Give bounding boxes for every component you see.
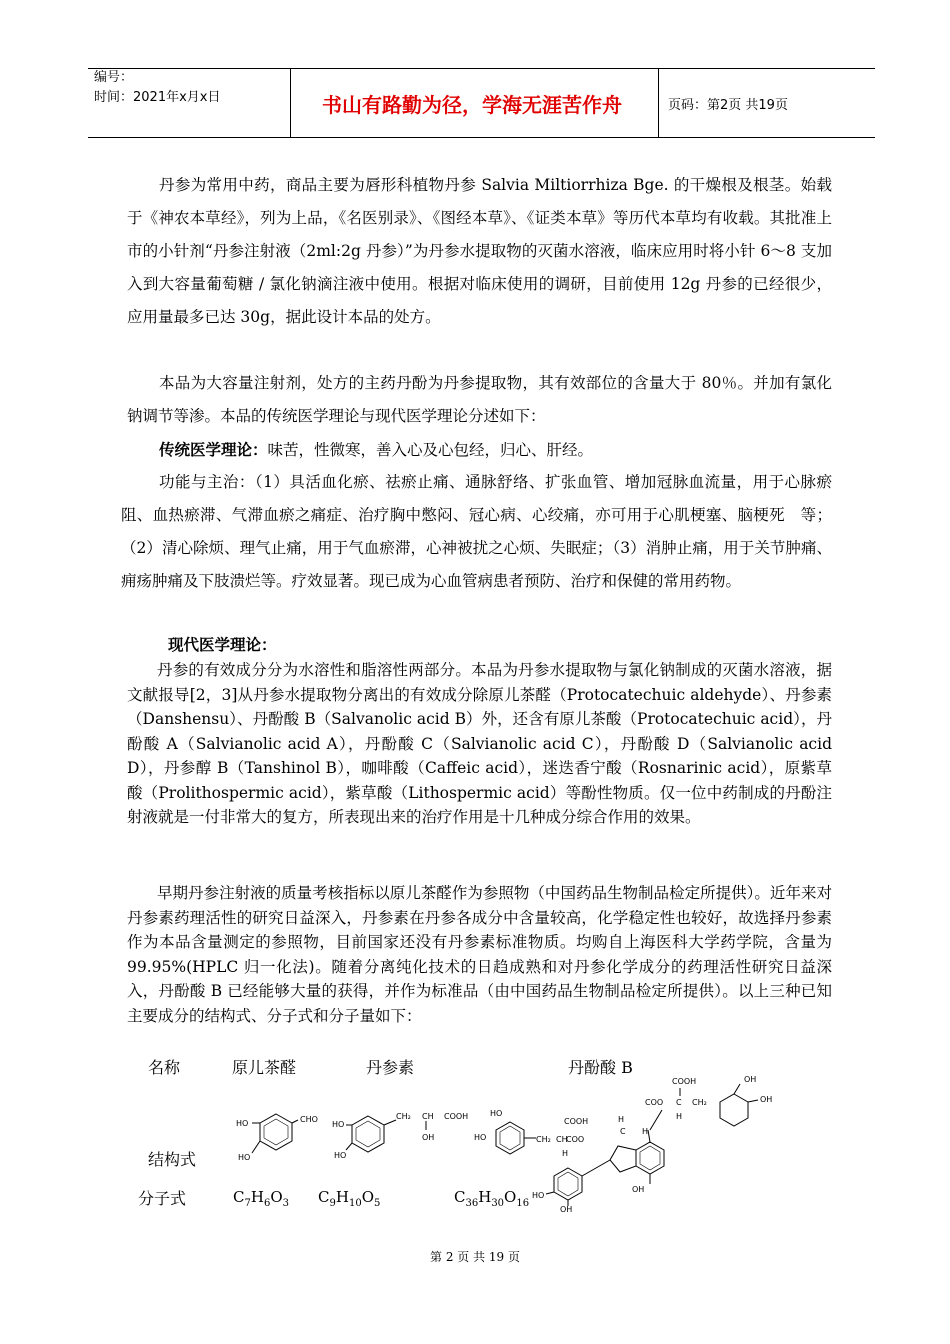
svg-text:HO: HO — [238, 1153, 251, 1162]
formula-compound-2: $C_9H_{10}O_5$ — [318, 1188, 381, 1209]
time-label: 时间：2021年x月x日 — [94, 90, 221, 105]
svg-text:H: H — [562, 1149, 569, 1158]
svg-text:OH: OH — [760, 1095, 773, 1104]
svg-text:COO: COO — [645, 1098, 664, 1107]
modern-theory-heading: 现代医学理论： — [168, 635, 277, 654]
svg-text:H: H — [676, 1112, 683, 1121]
structure-protocatechuic-aldehyde — [228, 1108, 328, 1168]
svg-text:HO: HO — [334, 1151, 347, 1160]
header-slogan: 书山有路勤为径，学海无涯苦作舟 — [286, 69, 659, 137]
compound-3-name: 丹酚酸 B — [568, 1058, 633, 1077]
compound-1-name: 原儿茶醛 — [232, 1058, 297, 1077]
header-info-cell — [88, 69, 291, 137]
svg-text:OH: OH — [632, 1185, 645, 1194]
formula-compound-1: $C_7H_6O_3$ — [233, 1188, 290, 1209]
traditional-theory-heading: 传统医学理论： — [159, 440, 268, 459]
svg-text:CH: CH — [422, 1112, 434, 1121]
svg-text:HO: HO — [490, 1109, 503, 1118]
paragraph-intro: 丹参为常用中药，商品主要为唇形科植物丹参 Salvia Miltiorrhiza Bge. 的干燥根及根茎。始载于《神农本草经》，列为上品，《名医别录》、《图经本草》、《证类本草》等历代本草均有收载。其批准上市的小针剂“丹参注射液（2ml:2g 丹参）”为丹参水提取物的灭菌水溶液，临床应用时将小针 6～8 支加入到大容量葡萄糖 / 氯化钠滴注液中使用。根据对临床使用的调研，目前使用 12g 丹参的已经很少，应用量最多已达 30g，据此设计本品的处方。 — [127, 176, 832, 326]
formula-label: 分子式 — [138, 1189, 187, 1208]
paragraph-functions: 功能与主治：（1）具活血化瘀、祛瘀止痛、通脉舒络、扩张血管、增加冠脉血流量，用于心脉瘀阻、血热瘀滞、气滞血瘀之痛症、治疗胸中憋闷、冠心病、心绞痛，亦可用于心肌梗塞、脑梗死 等；（2）清心除烦、理气止痛，用于气血瘀滞，心神被扰之心烦、失眠症；（3）消肿止痛，用于关节肿痛、痈疡肿痛及下肢溃烂等。疗效显著。现已成为心血管病患者预防、治疗和保健的常用药物。 — [121, 473, 832, 590]
structure-danshensu — [330, 1108, 475, 1168]
compound-2-name: 丹参素 — [366, 1058, 415, 1077]
svg-text:C: C — [676, 1098, 682, 1107]
svg-text:COOH: COOH — [564, 1117, 589, 1126]
svg-text:CH₂: CH₂ — [692, 1098, 707, 1107]
svg-text:OH: OH — [422, 1133, 435, 1142]
paragraph-quality: 早期丹参注射液的质量考核指标以原儿茶醛作为参照物（中国药品生物制品检定所提供）。近年来对丹参素药理活性的研究日益深入，丹参素在丹参各成分中含量较高，化学稳定性也较好，故选择丹参素作为本品含量测定的参照物，目前国家还没有丹参素标准物质。均购自上海医科大学药学院，含量为 99.95%(HPLC 归一化法)。随着分离纯化技术的日趋成熟和对丹参化学成分的药理活性研究日益深入，丹酚酸 B 已经能够大量的获得，并作为标准品（由中国药品生物制品检定所提供）。以上三种已知主要成分的结构式、分子式和分子量如下： — [127, 884, 832, 1025]
svg-text:OH: OH — [744, 1075, 757, 1084]
svg-text:C: C — [620, 1127, 626, 1136]
header-page-label: 页码：第2页 共19页 — [668, 97, 788, 113]
svg-text:CH₂: CH₂ — [536, 1135, 551, 1144]
page-footer: 第 2 页 共 19 页 — [430, 1250, 520, 1264]
svg-text:HO: HO — [332, 1120, 345, 1129]
svg-text:CHO: CHO — [300, 1115, 318, 1124]
svg-text:COO: COO — [566, 1135, 585, 1144]
svg-text:COOH: COOH — [672, 1077, 697, 1086]
formula-compound-3: $C_{36}H_{30}O_{16}$ — [454, 1188, 530, 1209]
svg-text:OH: OH — [560, 1205, 573, 1212]
traditional-theory-text: 味苦，性微寒，善入心及心包经，归心、肝经。 — [267, 441, 594, 459]
svg-text:HO: HO — [532, 1191, 545, 1200]
svg-text:CH₂: CH₂ — [396, 1112, 411, 1121]
paragraph-formulation: 本品为大容量注射剂，处方的主药丹酚为丹参提取物，其有效部位的含量大于 80％。并加有氯化钠调节等渗。本品的传统医学理论与现代医学理论分述如下： — [127, 374, 832, 425]
page-header — [88, 68, 875, 138]
paragraph-traditional — [127, 433, 832, 467]
structure-label: 结构式 — [148, 1150, 197, 1169]
name-label: 名称 — [148, 1058, 181, 1077]
svg-text:CH: CH — [556, 1135, 568, 1144]
structure-salvianolic-acid-b — [470, 1072, 780, 1212]
svg-text:H: H — [618, 1115, 625, 1124]
svg-text:HO: HO — [474, 1133, 487, 1142]
svg-text:HO: HO — [236, 1119, 249, 1128]
paragraph-modern: 丹参的有效成分分为水溶性和脂溶性两部分。本品为丹参水提取物与氯化钠制成的灭菌水溶液，据文献报导[2，3]从丹参水提取物分离出的有效成分除原儿茶醛（Protocatechuic aldehyde）、丹参素（Danshensu）、丹酚酸 B（Salvanolic acid B）外，还含有原儿茶酸（Protocatechuic acid），丹酚酸 A（Salvianolic acid A），丹酚酸 C（Salvianolic acid C），丹酚酸 D（Salvianolic acid D），丹参醇 B（Tanshinol B），咖啡酸（Caffeic acid），迷迭香宁酸（Rosnarinic acid），原紫草酸（Prolithospermic acid），紫草酸（Lithospermic acid）等酚性物质。仅一位中药制成的丹酚注射液就是一付非常大的复方，所表现出来的治疗作用是十几种成分综合作用的效果。 — [127, 661, 832, 826]
serial-label: 编号： — [94, 70, 134, 85]
svg-text:H: H — [642, 1127, 649, 1136]
svg-text:COOH: COOH — [444, 1112, 469, 1121]
